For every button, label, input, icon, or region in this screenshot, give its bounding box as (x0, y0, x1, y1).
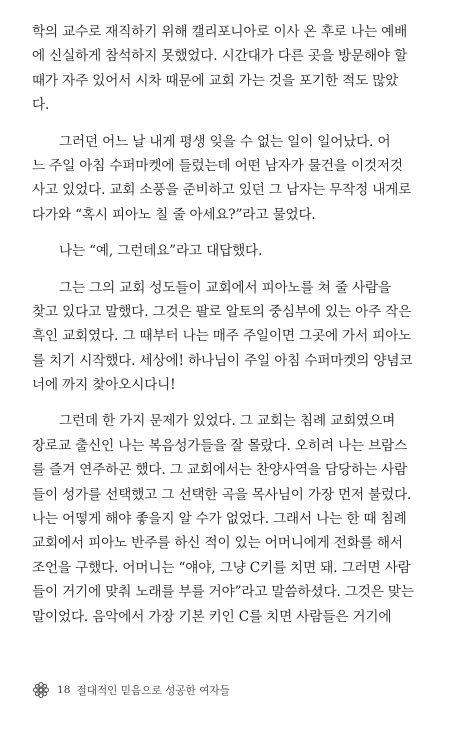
paragraph (32, 276, 430, 398)
text-line: 찾고 있다고 말했다. 그것은 팔로 알토의 중심부에 있는 아주 작은 (32, 303, 412, 320)
text-line: 그런데 한 가지 문제가 있었다. 그 교회는 침례 교회였으며 (59, 413, 396, 430)
text-line: 말이었다. 음악에서 가장 기본 키인 C를 치면 사람들은 거기에 (32, 608, 392, 625)
text-line: 때가 자주 있어서 시차 때문에 교회 가는 것을 포기한 적도 많았 (32, 72, 399, 89)
body-text (32, 20, 430, 629)
text-line: 들이 거기에 맞춰 노래를 부를 거야”라고 말씀하셨다. 그것은 맞는 (32, 584, 414, 601)
page-number: 18 (57, 684, 71, 696)
text-line: 사고 있었다. 교회 소풍을 준비하고 있던 그 남자는 무작정 내게로 (32, 182, 412, 199)
text-line: 흑인 교회였다. 그 때부터 나는 매주 주일이면 그곳에 가서 피아노 (32, 328, 412, 345)
text-line: 느 주일 아침 수퍼마켓에 들렀는데 어떤 남자가 물건을 이것저것 (32, 157, 403, 174)
text-line: 를 치기 시작했다. 세상에! 하나님이 주일 아침 수퍼마켓의 양념코 (32, 352, 413, 369)
paragraph-gap (32, 264, 430, 276)
text-line: 다가와 “혹시 피아노 칠 줄 아세요?”라고 물었다. (32, 206, 316, 223)
text-line: 나는 “예, 그런데요”라고 대답했다. (59, 243, 263, 260)
text-line: 너에 까지 찾아오시다니! (32, 377, 176, 394)
text-line: 를 즐겨 연주하곤 했다. 그 교회에서는 찬양사역을 담당하는 사람 (32, 462, 408, 479)
paragraph (32, 239, 430, 263)
text-line: 에 신실하게 참석하지 못했었다. 시간대가 다른 곳을 방문해야 할 (32, 48, 408, 65)
book-title: 절대적인 믿음으로 성공한 여자들 (76, 684, 230, 697)
text-line: 그러던 어느 날 내게 평생 잊을 수 없는 일이 일어났다. 어 (59, 133, 391, 150)
text-line: 들이 성가를 선택했고 그 선택한 곡을 목사님이 가장 먼저 불렀다. (32, 486, 412, 503)
paragraph (32, 20, 430, 118)
page-footer (32, 679, 230, 701)
text-line: 그는 그의 교회 성도들이 교회에서 피아노를 쳐 줄 사람을 (59, 279, 391, 296)
paragraph (32, 409, 430, 629)
text-line: 다. (32, 97, 50, 114)
paragraph-gap (32, 227, 430, 239)
paragraph-gap (32, 397, 430, 409)
text-line: 장로교 출신인 나는 복음성가들을 잘 몰랐다. 오히려 나는 브람스 (32, 437, 408, 454)
text-line: 조언을 구했다. 어머니는 “얘야, 그냥 C키를 치면 돼. 그러면 사람 (32, 559, 411, 576)
paragraph-gap (32, 118, 430, 130)
text-line: 교회에서 피아노 반주를 하신 적이 있는 어머니에게 전화를 해서 (32, 535, 403, 552)
text-line: 학의 교수로 재직하기 위해 캘리포니아로 이사 온 후로 나는 예배 (32, 24, 408, 40)
paragraph (32, 130, 430, 228)
flower-icon (32, 681, 50, 699)
text-line: 나는 어떻게 해야 좋을지 알 수가 없었다. 그래서 나는 한 때 침례 (32, 511, 407, 528)
